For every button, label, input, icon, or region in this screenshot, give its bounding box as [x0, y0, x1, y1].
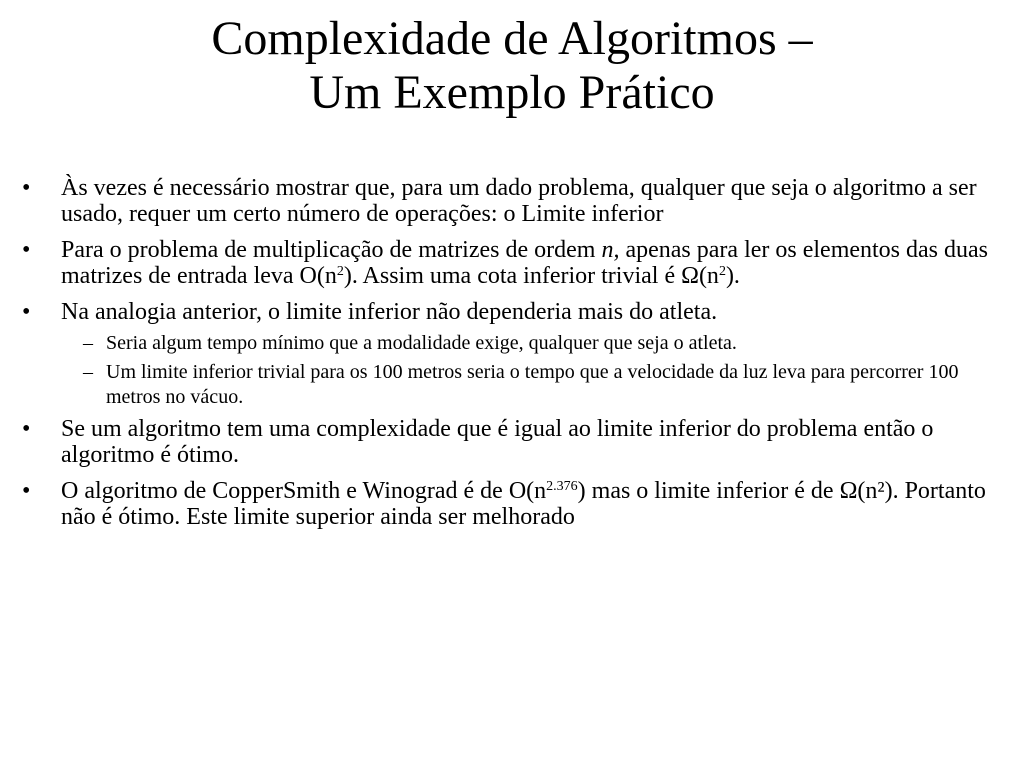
sub-bullet-text: Um limite inferior trivial para os 100 metros seria o tempo que a velocidade da luz leva para percorrer 100 metros no vácuo.: [106, 361, 959, 408]
slide-title-line-2: Um Exemplo Prático: [309, 66, 715, 119]
bullet-text: Às vezes é necessário mostrar que, para um dado problema, qualquer que seja o algoritmo a ser usado, requer um certo número de operações: o Limite inferior: [61, 175, 977, 227]
sub-bullet-speed-of-light: [18, 360, 1003, 410]
bullet-text-part: O algoritmo de CopperSmith e Winograd é de O(n: [61, 478, 547, 504]
bullet-marker: •: [22, 478, 31, 504]
bullet-text: Se um algoritmo tem uma complexidade que é igual ao limite inferior do problema então o algoritmo é ótimo.: [61, 416, 934, 468]
superscript-exponent: 2.376: [546, 479, 578, 494]
bullet-text-part: Para o problema de multiplicação de matrizes de ordem: [61, 237, 602, 263]
bullet-italic-n: n,: [601, 237, 620, 263]
bullet-coppersmith-winograd: [18, 478, 1003, 530]
superscript-exponent: 2: [336, 264, 344, 279]
bullet-analogy: [18, 299, 1003, 325]
sub-bullet-marker: –: [83, 361, 93, 383]
bullet-text-part: apenas para ler os elementos das duas matrizes de entrada leva O(n: [61, 237, 988, 289]
bullet-lower-bound-definition: [18, 175, 1003, 227]
sub-bullet-marker: –: [83, 332, 93, 354]
bullet-marker: •: [22, 175, 31, 201]
bullet-text-part: ).: [725, 263, 740, 289]
bullet-text-part: ) mas o limite inferior é de Ω(n²). Portanto não é ótimo. Este limite superior ainda ser melhorado: [61, 478, 986, 530]
superscript-exponent: 2: [718, 264, 726, 279]
bullet-matrix-multiplication: [18, 237, 1003, 289]
sub-bullet-text: Seria algum tempo mínimo que a modalidade exige, qualquer que seja o atleta.: [106, 332, 737, 354]
bullet-text-part: ). Assim uma cota inferior trivial é Ω(n: [343, 263, 719, 289]
bullet-marker: •: [22, 299, 31, 325]
bullet-marker: •: [22, 416, 31, 442]
slide-title: [0, 12, 1024, 120]
bullet-optimal-algorithm: [18, 416, 1003, 468]
sub-bullet-minimum-time: [18, 331, 1003, 356]
bullet-text: Na analogia anterior, o limite inferior não dependeria mais do atleta.: [61, 299, 718, 325]
slide-body: [18, 175, 1003, 540]
bullet-marker: •: [22, 237, 31, 263]
slide-title-line-1: Complexidade de Algoritmos –: [211, 12, 813, 65]
